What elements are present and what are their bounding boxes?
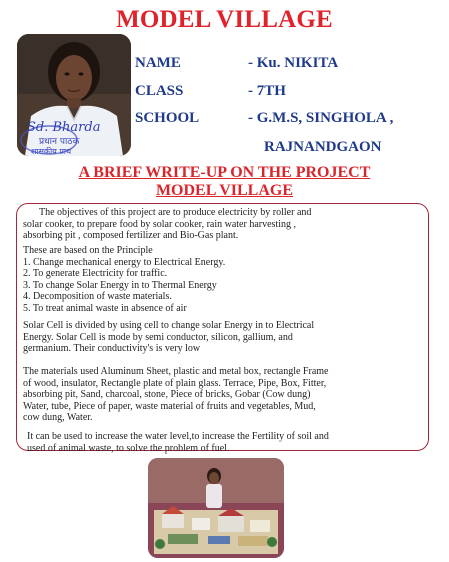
signature-text: Sd. Bharda: [27, 120, 101, 135]
student-photo: [17, 34, 131, 156]
principles-list: These are based on the Principle 1. Change mechanical energy to Electrical Energy. 2. To generate Electricity for traffic. 3. To change Solar Energy in to Thermal Energy 4. Decomposition of waste materials. 5. To treat animal waste in absence of air: [23, 245, 423, 315]
list-item: 2. To generate Electricity for traffic.: [23, 268, 168, 280]
school-value-line2: RAJNANDGAON: [264, 139, 382, 155]
class-value: - 7TH: [248, 83, 286, 99]
name-label: NAME: [135, 55, 181, 71]
objective-paragraph: The objectives of this project are to produce electricity by roller and solar cooker, to prepare food by solar cooker, rain water harvesting , absorbing pit , composed fertilizer and Bio-Gas plant.: [23, 207, 312, 242]
list-item: 1. Change mechanical energy to Electrical Energy.: [23, 256, 226, 268]
solar-cell-paragraph: Solar Cell is divided by using cell to change solar Energy in to Electrical Energy. Solar Cell is mode by semi conductor, silicon, gallium, and germanium. Their conductivity's is very low: [23, 320, 315, 355]
svg-text:प्रधान पाठक: प्रधान पाठक: [39, 137, 80, 147]
writeup-subheading: MODEL VILLAGE: [155, 182, 294, 199]
svg-text:शासकीय प्राथ: शासकीय प्राथ: [31, 147, 72, 156]
class-label: CLASS: [135, 83, 184, 99]
page-title: MODEL VILLAGE: [116, 6, 333, 33]
uses-paragraph: It can be used to increase the water level,to increase the Fertility of soil and used of animal waste, to solve the problem of fuel.: [27, 431, 329, 454]
project-photo: [148, 458, 284, 558]
list-item: 4. Decomposition of waste materials.: [23, 291, 172, 303]
materials-paragraph: The materials used Aluminum Sheet, plastic and metal box, rectangle Frame of wood, insulator, Rectangle plate of plain glass. Terrace, Pipe, Box, Fitter, absorbing pit, Sand, charcoal, stone, Piece of bricks, Gobar (Cow dung) Water, tube, Piece of paper, waste material of fruits and vegetables, Mud, cow dung, Water.: [23, 366, 329, 424]
list-item: 5. To treat animal waste in absence of air: [23, 302, 187, 314]
school-value: - G.M.S, SINGHOLA ,: [248, 110, 394, 126]
list-item: 3. To change Solar Energy in to Thermal Energy: [23, 279, 217, 291]
name-value: - Ku. NIKITA: [248, 55, 339, 71]
school-label: SCHOOL: [135, 110, 200, 126]
writeup-heading: A BRIEF WRITE-UP ON THE PROJECT: [78, 164, 371, 181]
